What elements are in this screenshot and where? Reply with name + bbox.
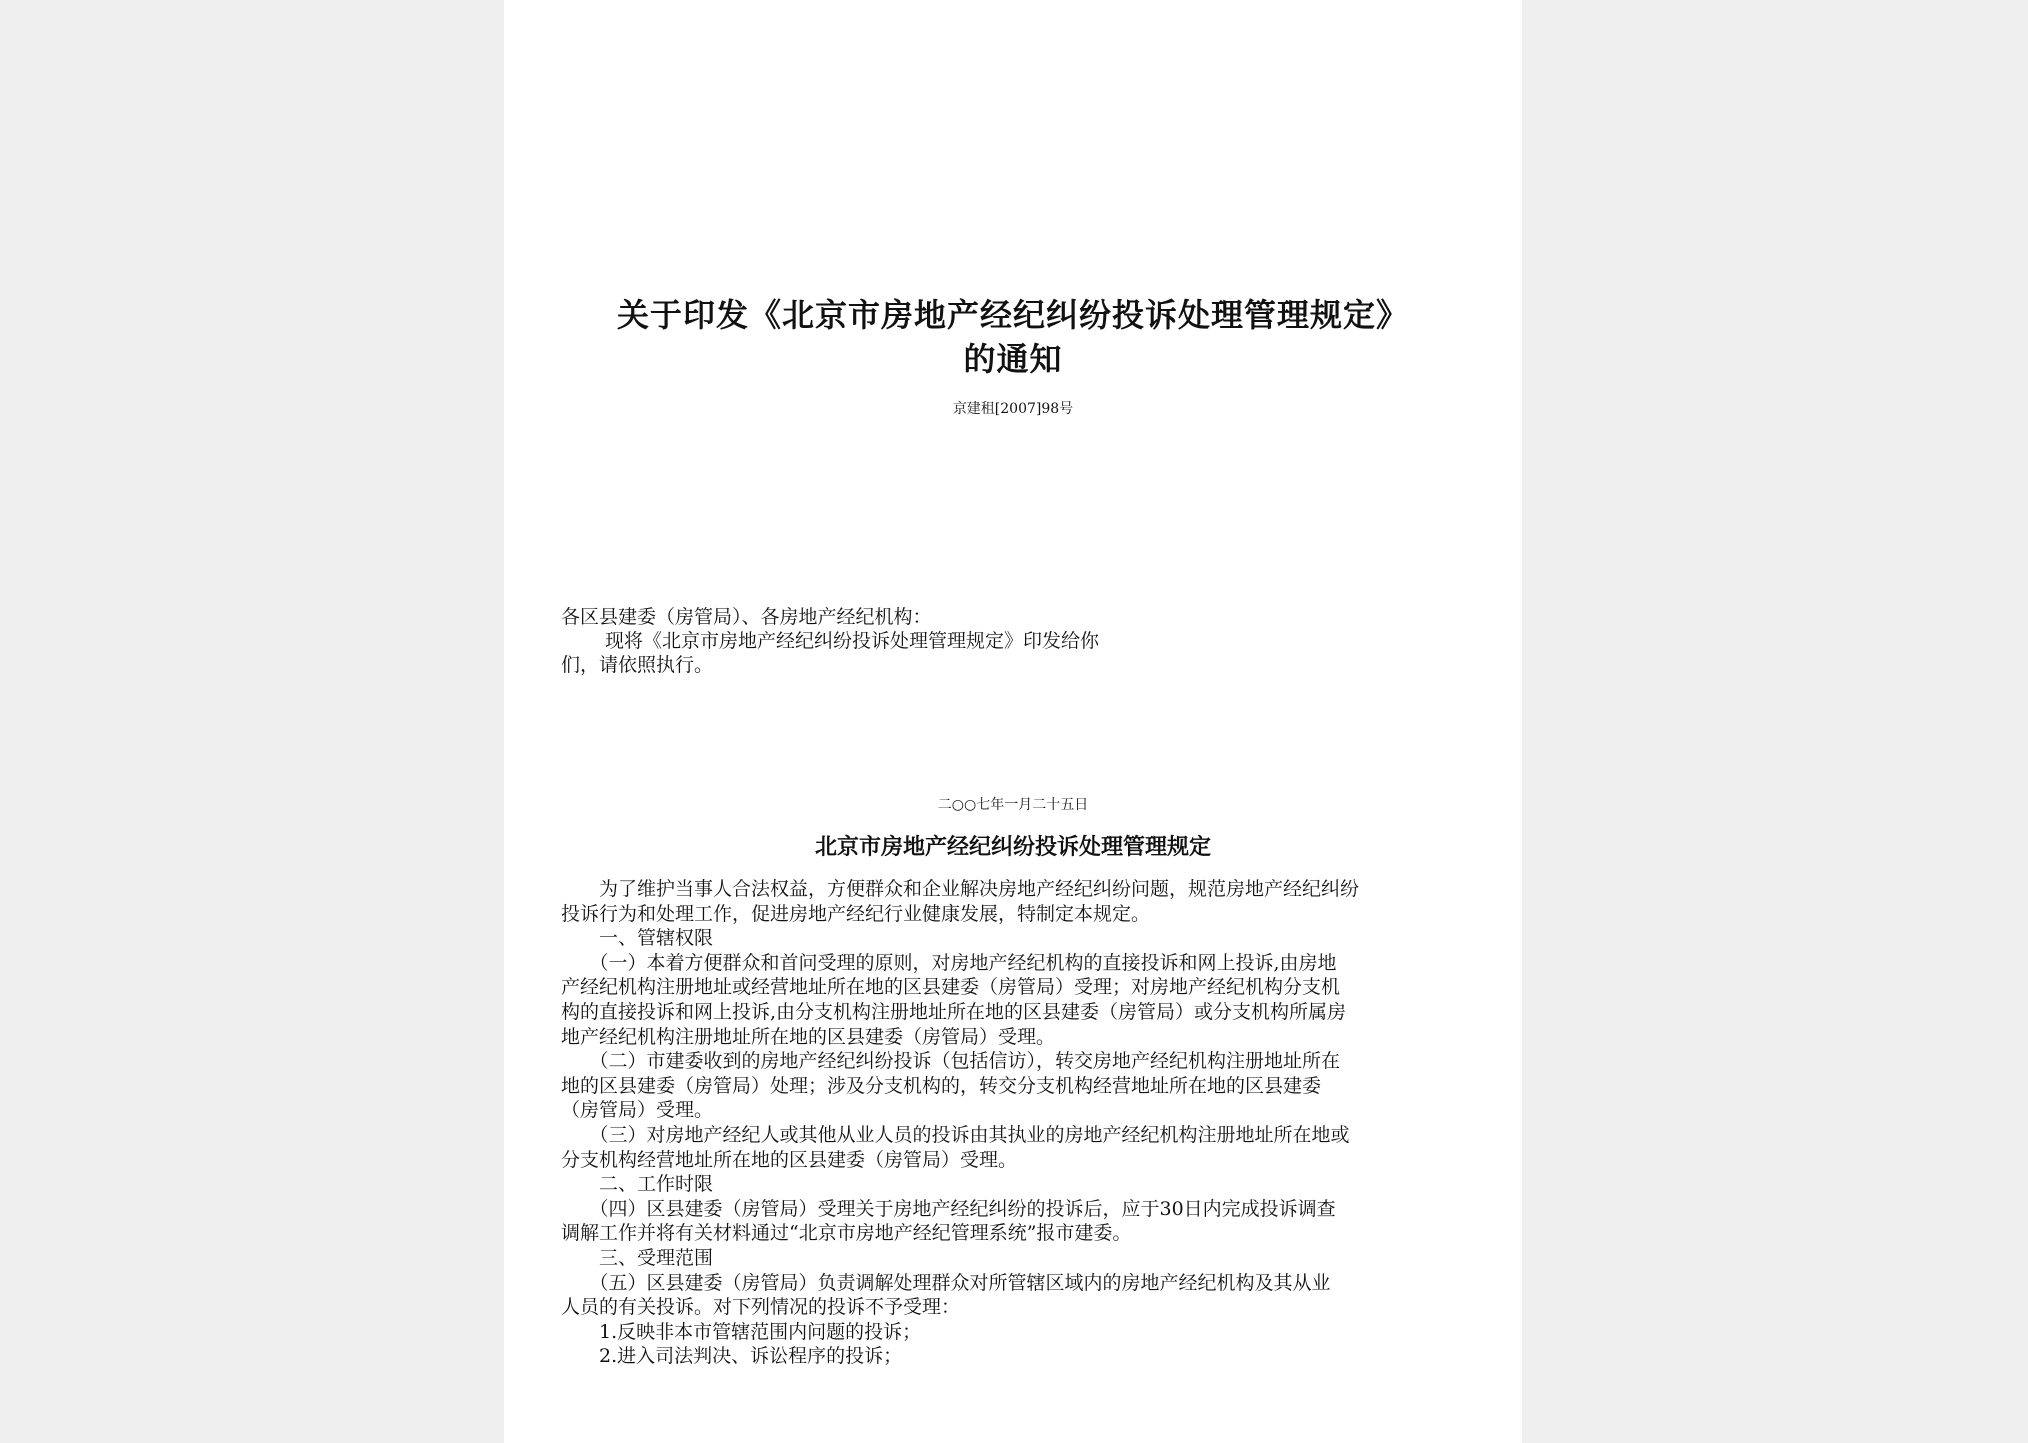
body-line: 一、管辖权限 (561, 927, 714, 950)
body-line: （房管局）受理。 (561, 1099, 714, 1122)
regulation-body (561, 877, 1469, 1369)
issue-date: 二○○七年一月二十五日 (937, 797, 1089, 813)
document-page (504, 0, 1522, 1443)
body-line: 人员的有关投诉。对下列情况的投诉不予受理： (561, 1296, 961, 1319)
body-line: 地产经纪机构注册地址所在地的区县建委（房管局）受理。 (561, 1025, 1056, 1048)
body-line: （五）区县建委（房管局）负责调解处理群众对所管辖区域内的房地产经纪机构及其从业 (561, 1271, 1331, 1294)
body-line: 2.进入司法判决、诉讼程序的投诉； (561, 1345, 903, 1368)
salutation: 各区县建委（房管局）、各房地产经纪机构： (561, 606, 932, 628)
body-line: 构的直接投诉和网上投诉,由分支机构注册地址所在地的区县建委（房管局）或分支机构所属房 (561, 1000, 1347, 1023)
regulation-title: 北京市房地产经纪纠纷投诉处理管理规定 (814, 834, 1211, 860)
body-line: 投诉行为和处理工作，促进房地产经纪行业健康发展，特制定本规定。 (561, 902, 1151, 925)
document-title-line-2: 的通知 (963, 340, 1063, 378)
body-line: 产经纪机构注册地址或经营地址所在地的区县建委（房管局）受理；对房地产经纪机构分支机 (561, 976, 1341, 999)
document-number: 京建租[2007]98号 (952, 401, 1074, 417)
body-line: （三）对房地产经纪人或其他从业人员的投诉由其执业的房地产经纪机构注册地址所在地或 (561, 1123, 1350, 1146)
intro-line-2: 们，请依照执行。 (561, 654, 714, 676)
body-line: 二、工作时限 (561, 1173, 714, 1196)
body-line: 为了维护当事人合法权益，方便群众和企业解决房地产经纪纠纷问题，规范房地产经纪纠纷 (561, 878, 1360, 900)
body-line: 1.反映非本市管辖范围内问题的投诉； (561, 1320, 922, 1343)
body-line: （二）市建委收到的房地产经纪纠纷投诉（包括信访），转交房地产经纪机构注册地址所在 (561, 1050, 1341, 1073)
body-line: 地的区县建委（房管局）处理；涉及分支机构的，转交分支机构经营地址所在地的区县建委 (561, 1074, 1322, 1097)
document-title-line-1: 关于印发《北京市房地产经纪纠纷投诉处理管理规定》 (616, 296, 1409, 334)
body-line: 调解工作并将有关材料通过“北京市房地产经纪管理系统”报市建委。 (561, 1222, 1132, 1245)
body-line: 分支机构经营地址所在地的区县建委（房管局）受理。 (561, 1148, 1018, 1171)
body-line: （四）区县建委（房管局）受理关于房地产经纪纠纷的投诉后，应于30日内完成投诉调查 (561, 1197, 1336, 1220)
intro-line-1: 现将《北京市房地产经纪纠纷投诉处理管理规定》印发给你 (605, 630, 1100, 652)
body-line: 三、受理范围 (561, 1246, 714, 1269)
body-line: （一）本着方便群众和首问受理的原则，对房地产经纪机构的直接投诉和网上投诉,由房地 (561, 951, 1337, 974)
